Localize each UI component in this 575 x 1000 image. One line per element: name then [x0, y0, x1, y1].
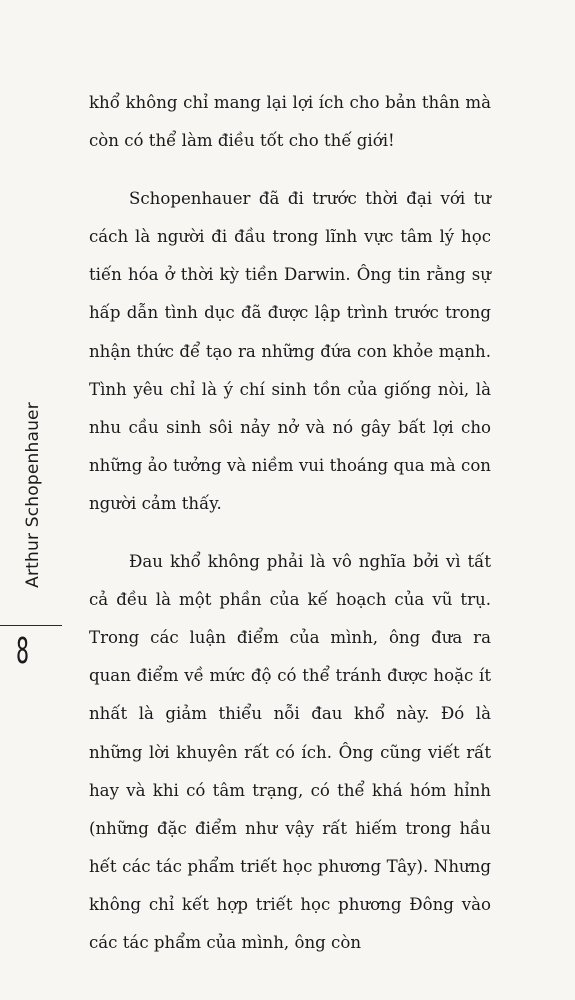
running-head: Arthur Schopenhauer	[23, 402, 43, 588]
margin-divider	[0, 625, 62, 626]
paragraph-1: khổ không chỉ mang lại lợi ích cho bản thân mà còn có thể làm điều tốt cho thế giới!	[89, 93, 491, 151]
page-number: 8	[16, 631, 30, 672]
paragraph-3: Đau khổ không phải là vô nghĩa bởi vì tất cả đều là một phần của kế hoạch của vũ trụ. Trong các luận điểm của mình, ông đưa ra quan điểm về mức độ có thể tránh được hoặc ít nhất là giảm thiểu nỗi đau khổ này. Đó là những lời khuyên rất có ích. Ông cũng viết rất hay và khi có tâm trạng, có thể khá hóm hỉnh (những đặc điểm như vậy rất hiếm trong hầu hết các tác phẩm triết học phương Tây). Nhưng không chỉ kết hợp triết học phương Đông vào các tác phẩm của mình, ông còn	[89, 552, 491, 952]
body-text	[89, 84, 491, 962]
paragraph-2: Schopenhauer đã đi trước thời đại với tư cách là người đi đầu trong lĩnh vực tâm lý học tiến hóa ở thời kỳ tiền Darwin. Ông tin rằng sự hấp dẫn tình dục đã được lập trình trước trong nhận thức để tạo ra những đứa con khỏe mạnh. Tình yêu chỉ là ý chí sinh tồn của giống nòi, là nhu cầu sinh sôi nảy nở và nó gây bất lợi cho những ảo tưởng và niềm vui thoáng qua mà con người cảm thấy.	[89, 189, 491, 513]
